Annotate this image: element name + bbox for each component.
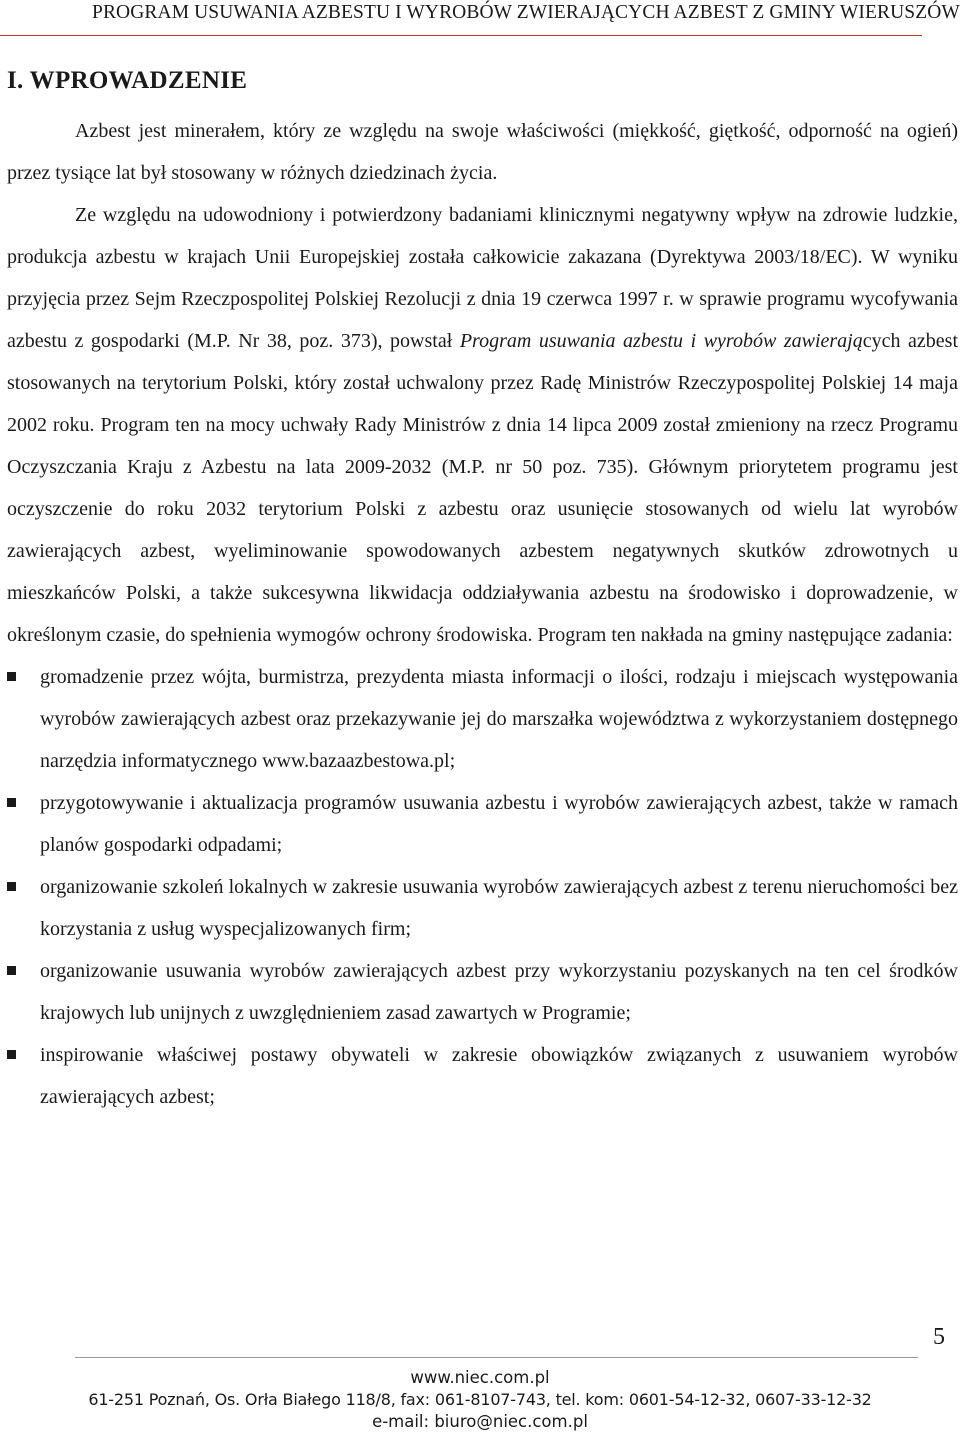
task-text: organizowanie usuwania wyrobów zawierających azbest przy wykorzystaniu pozyskanych na ten cel środków krajowych lub unijnych z uwzględnieniem zasad zawartych w Programie; (40, 960, 958, 1024)
task-list-item (7, 950, 958, 1034)
section-heading: I. WPROWADZENIE (7, 67, 248, 94)
square-bullet-icon (7, 798, 16, 807)
footer-email-link[interactable]: e-mail: biuro@niec.com.pl (372, 1412, 588, 1431)
task-text: przygotowywanie i aktualizacja programów usuwania azbestu i wyrobów zawierających azbest, także w ramach planów gospodarki odpadami; (40, 792, 958, 856)
task-list-item (7, 782, 958, 866)
intro-paragraph: Azbest jest minerałem, który ze względu na swoje właściwości (miękkość, giętkość, odporność na ogień) przez tysiące lat był stosowany w różnych dziedzinach życia. (7, 120, 958, 184)
task-list-item (7, 866, 958, 950)
program-paragraph-part-1: Ze względu na udowodniony i potwierdzony badaniami klinicznymi negatywny wpływ na zdrowie ludzkie, produkcja azbestu w krajach Unii Europejskiej została całkowicie zakazana (Dyrektywa 2003/18/EC). W wyniku przyjęcia przez Sejm Rzeczpospolitej Polskiej Rezolucji z dnia 19 czerwca 1997 r. w sprawie programu wycofywania azbestu z gospodarki (M.P. Nr 38, poz. 373), powstał (7, 204, 958, 352)
task-text: gromadzenie przez wójta, burmistrza, prezydenta miasta informacji o ilości, rodzaju i miejscach występowania wyrobów zawierających azbest oraz przekazywanie jej do marszałka województwa z wykorzystaniem dostępnego narzędzia informatycznego www.bazaazbestowa.pl; (40, 666, 958, 772)
program-paragraph-part-2: cych azbest stosowanych na terytorium Polski, który został uchwalony przez Radę Ministrów Rzeczypospolitej Polskiej 14 maja 2002 roku. Program ten na mocy uchwały Rady Ministrów z dnia 14 lipca 2009 został zmieniony na rzecz Programu Oczyszczania Kraju z Azbestu na lata 2009-2032 (M.P. nr 50 poz. 735). Głównym priorytetem programu jest oczyszczenie do roku 2032 terytorium Polski z azbestu oraz usunięcie stosowanych od wielu lat wyrobów zawierających azbest, wyeliminowanie spowodowanych azbestem negatywnych skutków zdrowotnych u mieszkańców Polski, a także sukcesywna likwidacja oddziaływania azbestu na środowisko i doprowadzenie, w określonym czasie, do spełnienia wymogów ochrony środowiska. Program ten nakłada na gminy następujące zadania: (7, 330, 958, 646)
task-text: inspirowanie właściwej postawy obywateli w zakresie obowiązków związanych z usuwaniem wyrobów zawierających azbest; (40, 1044, 958, 1108)
square-bullet-icon (7, 882, 16, 891)
footer-address: 61-251 Poznań, Os. Orła Białego 118/8, fax: 061-8107-743, tel. kom: 0601-54-12-32, 0607-33-12-32 (88, 1390, 872, 1409)
square-bullet-icon (7, 966, 16, 975)
header-rule (0, 35, 922, 36)
page-number: 5 (933, 1324, 945, 1350)
page-footer (0, 1367, 960, 1433)
footer-rule (75, 1357, 918, 1358)
footer-website-link[interactable]: www.niec.com.pl (410, 1368, 550, 1387)
program-paragraph (7, 194, 958, 656)
document-body (7, 110, 958, 1118)
task-text: organizowanie szkoleń lokalnych w zakresie usuwania wyrobów zawierających azbest z terenu nieruchomości bez korzystania z usług wyspecjalizowanych firm; (40, 876, 958, 940)
square-bullet-icon (7, 1050, 16, 1059)
square-bullet-icon (7, 672, 16, 681)
task-list-item (7, 656, 958, 782)
municipal-tasks-list (7, 656, 958, 1118)
task-list-item (7, 1034, 958, 1118)
program-title: Program usuwania azbestu i wyrobów zawierają (459, 330, 863, 352)
running-header: PROGRAM USUWANIA AZBESTU I WYROBÓW ZWIERAJĄCYCH AZBEST Z GMINY WIERUSZÓW (92, 2, 960, 23)
